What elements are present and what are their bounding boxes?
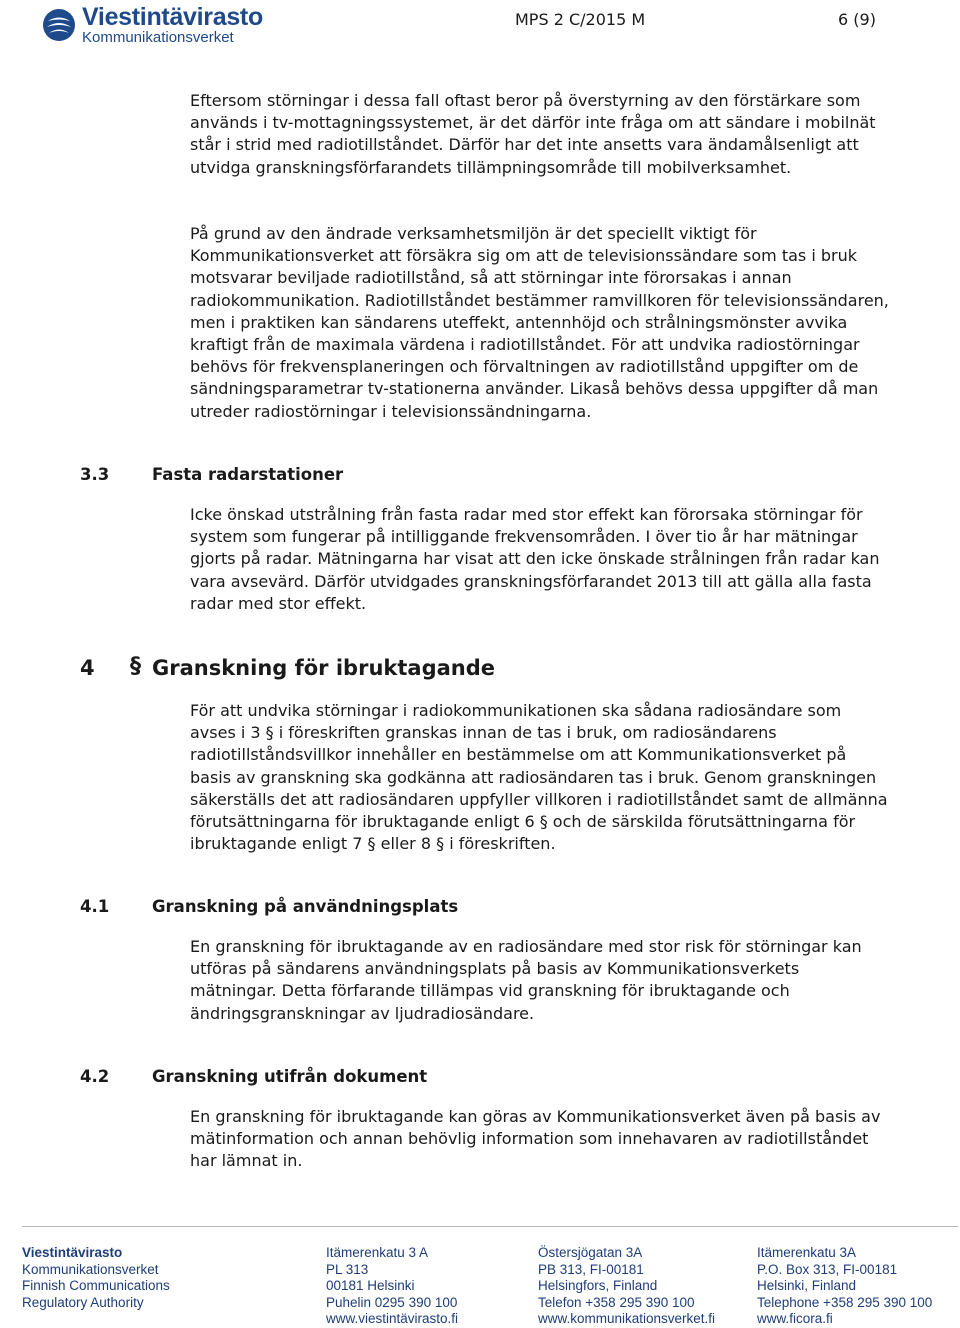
footer-line: 00181 Helsinki — [326, 1278, 415, 1293]
footer-line: PL 313 — [326, 1261, 369, 1277]
footer-line: Puhelin 0295 390 100 — [326, 1294, 458, 1310]
footer-line: P.O. Box 313, FI-00181 — [757, 1261, 898, 1277]
section-number: 4.2 — [80, 1067, 110, 1086]
footer-english-address — [757, 1245, 932, 1328]
footer-line: Itämerenkatu 3A — [757, 1245, 857, 1260]
footer-line: PB 313, FI-00181 — [538, 1261, 644, 1277]
section-title: Fasta radarstationer — [152, 465, 344, 484]
paragraph-inspection: För att undvika störningar i radiokommunikationen ska sådana radiosändare som avses i 3 § i föreskriften granskas innan de tas i bruk, om radiosändarens radiotillståndsvillkor innehåller en bestämmelse om att Kommunikationsverket på basis av granskning ska godkänna att radiosändaren tas i bruk. Genom granskningen säkerställs det att radiosändaren uppfyller villkoren i radiotillståndet samt de allmänna förutsättningarna för ibruktagande enligt 6 § och de särskilda förutsättningarna för ibruktagande enligt 7 § eller 8 § i föreskriften. — [190, 701, 888, 854]
footer-line: Telefon +358 295 390 100 — [538, 1294, 695, 1310]
document-reference: MPS 2 C/2015 M — [515, 10, 646, 29]
section-number: 4 — [80, 656, 95, 680]
logo-subtitle: Kommunikationsverket — [82, 29, 234, 46]
paragraph-operating-environment: På grund av den ändrade verksamhetsmiljön är det speciellt viktigt för Kommunikationsverket att försäkra sig om att de televisionssändare som tas i bruk motsvarar beviljade radiotillstånd, så att störningar inte förorsakas i annan radiokommunikation. Radiotillståndet bestämmer ramvillkoren för televisionssändaren, men i praktiken kan sändarens uteffekt, antennhöjd och strålningsmönster avvika kraftigt från de maximala värdena i radiotillståndet. För att undvika radiostörningar behövs för frekvensplaneringen och förvaltningen av radiotillstånd uppgifter om de sändningsparametrar tv-stationerna använder. Likaså behövs dessa uppgifter då man utreder radiostörningar i televisionssändningarna. — [190, 224, 889, 421]
section-4-2-heading — [80, 1067, 428, 1086]
footer-line: Itämerenkatu 3 A — [326, 1245, 429, 1260]
footer-line: Telephone +358 295 390 100 — [757, 1294, 933, 1310]
section-3-3-heading — [80, 465, 344, 484]
page-number: 6 (9) — [838, 10, 876, 29]
footer-link[interactable]: www.viestintävirasto.fi — [326, 1311, 459, 1326]
section-number: 4.1 — [80, 897, 110, 916]
footer-link[interactable]: www.ficora.fi — [757, 1311, 833, 1326]
paragraph-interference-cause: Eftersom störningar i dessa fall oftast beror på överstyrning av den förstärkare som används i tv-mottagningssystemet, är det därför inte fråga om att sändare i mobilnät står i strid med radiotillståndet. Därför har det inte ansetts vara ändamålsenligt att utvidga granskningsförfarandets tillämpningsområde till mobilverksamhet. — [190, 91, 876, 177]
paragraph-on-site-inspection: En granskning för ibruktagande av en radiosändare med stor risk för störningar kan utföras på sändarens användningsplats på basis av Kommunikationsverkets mätningar. Detta förfarande tillämpas vid granskning för ibruktagande och ändringsgranskningar av ljudradiosändare. — [190, 937, 862, 1023]
logo-title: Viestintävirasto — [82, 3, 263, 31]
section-title: Granskning för ibruktagande — [152, 656, 495, 680]
footer-line: Kommunikationsverket — [22, 1261, 159, 1277]
footer-line: Viestintävirasto — [22, 1245, 123, 1260]
section-title: Granskning på användningsplats — [152, 897, 459, 916]
footer-line: Helsingfors, Finland — [538, 1278, 658, 1293]
section-4-1-heading — [80, 897, 459, 916]
paragraph-document-inspection: En granskning för ibruktagande kan göras av Kommunikationsverket även på basis av mätinformation och annan behövlig information som innehavaren av radiotillståndet har lämnat in. — [190, 1107, 881, 1171]
footer-line: Helsinki, Finland — [757, 1278, 857, 1293]
footer-swedish-address — [538, 1245, 715, 1328]
logo — [42, 4, 263, 46]
section-title: Granskning utifrån dokument — [152, 1067, 428, 1086]
paragraph-fixed-radar: Icke önskad utstrålning från fasta radar med stor effekt kan förorsaka störningar för system som fungerar på intilliggande frekvensområden. I över tio år har mätningar gjorts på radar. Mätningarna har visat att den icke önskade strålningen från radar kan vara avsevärd. Därför utvidgades granskningsförfarandet 2013 till att gälla alla fasta radar med stor effekt. — [190, 505, 880, 613]
footer-finnish-address — [326, 1245, 458, 1328]
section-4-heading — [80, 654, 495, 680]
section-number: 3.3 — [80, 465, 110, 484]
footer-divider — [22, 1226, 958, 1227]
footer-line: Östersjögatan 3A — [538, 1245, 643, 1260]
footer-link[interactable]: www.kommunikationsverket.fi — [538, 1311, 716, 1326]
footer-agency-names — [22, 1245, 170, 1311]
footer-line: Regulatory Authority — [22, 1294, 144, 1310]
footer-line: Finnish Communications — [22, 1278, 170, 1293]
agency-logo-icon — [42, 8, 76, 42]
section-symbol: § — [130, 654, 141, 679]
